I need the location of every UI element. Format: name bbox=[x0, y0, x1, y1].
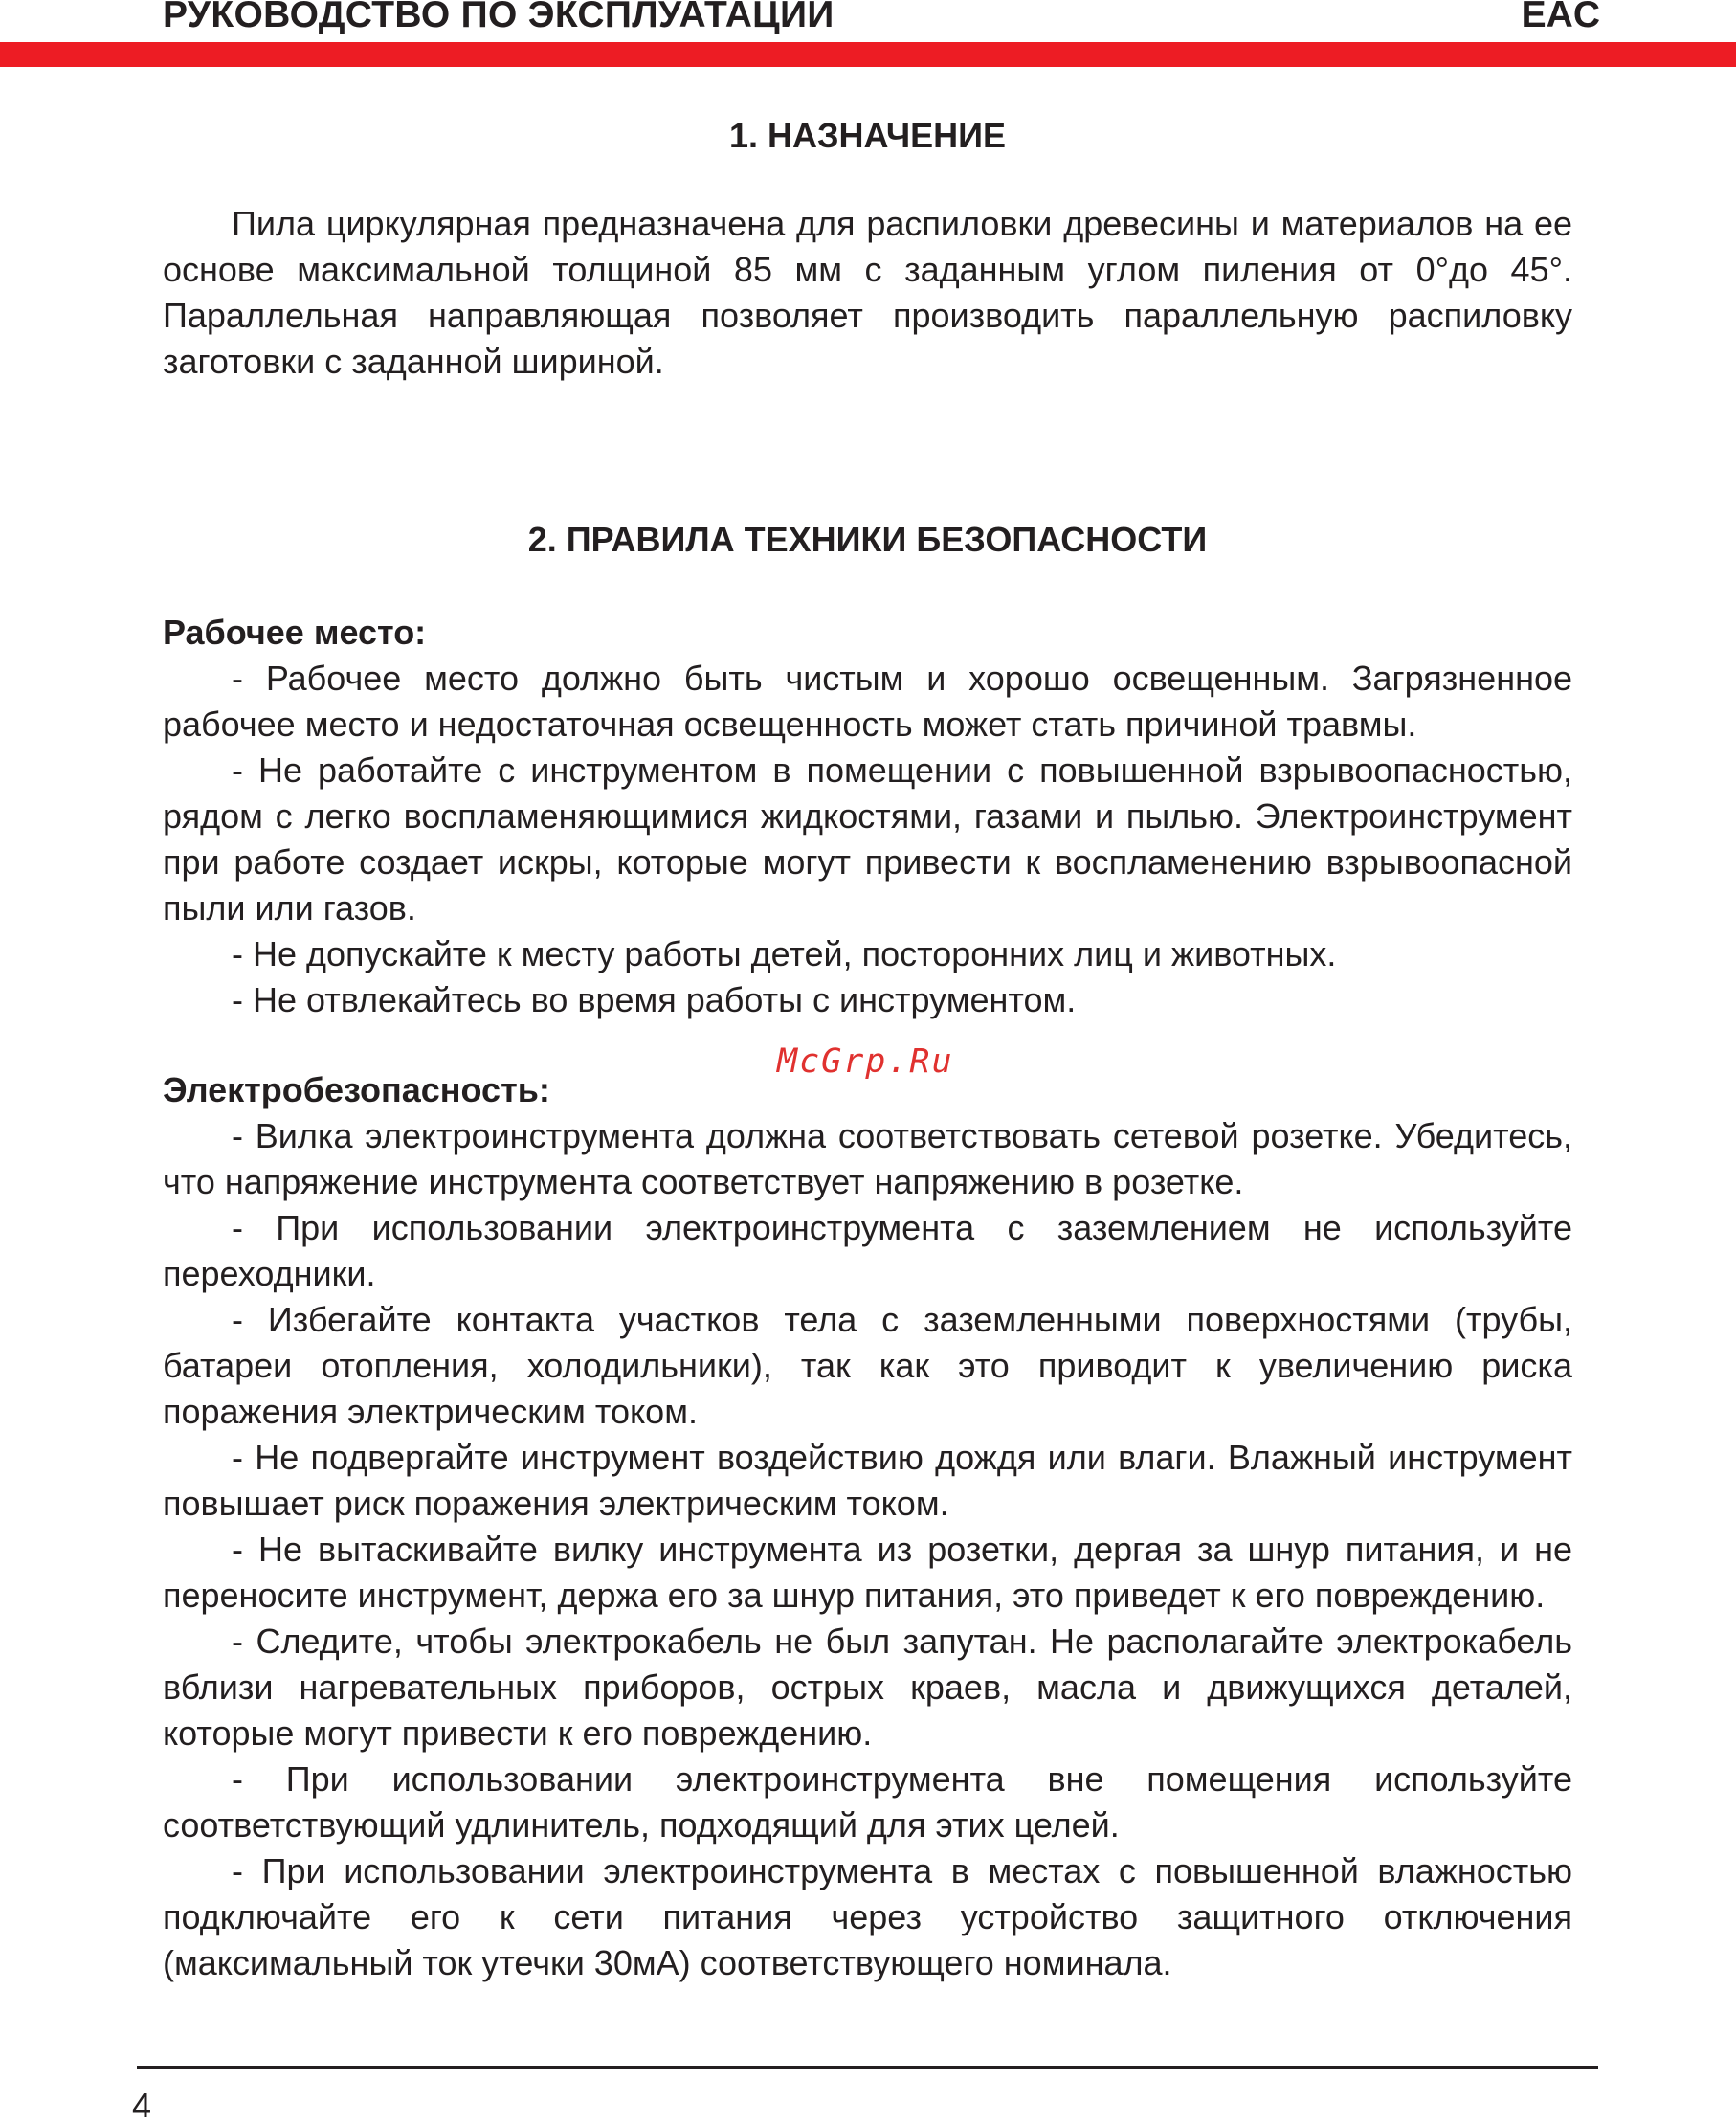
electrical-safety-heading: Электробезопасность: bbox=[163, 1070, 550, 1109]
electrical-safety-item: - Следите, чтобы электрокабель не был запутан. Не располагайте электрокабель вблизи нагревательных приборов, острых краев, масла и движущихся деталей, которые могут привести к его повреждению. bbox=[163, 1622, 1572, 1753]
section-2-title: 2. ПРАВИЛА ТЕХНИКИ БЕЗОПАСНОСТИ bbox=[527, 520, 1208, 559]
electrical-safety-item: - При использовании электроинструмента вне помещения используйте соответствующий удлинитель, подходящий для этих целей. bbox=[163, 1759, 1572, 1845]
workplace-item: - Не работайте с инструментом в помещении с повышенной взрывоопасностью, рядом с легко воспламеняющимися жидкостями, газами и пылью. Электроинструмент при работе создает искры, которые могут привести к воспламенению взрывоопасной пыли или газов. bbox=[163, 750, 1572, 928]
workplace-item: - Рабочее место должно быть чистым и хорошо освещенным. Загрязненное рабочее место и недостаточная освещенность может стать причиной травмы. bbox=[163, 659, 1572, 744]
electrical-safety-item: - При использовании электроинструмента с заземлением не используйте переходники. bbox=[163, 1208, 1572, 1293]
footer-rule bbox=[137, 2066, 1598, 2069]
electrical-safety-item: - Не подвергайте инструмент воздействию дождя или влаги. Влажный инструмент повышает риск поражения электрическим током. bbox=[163, 1438, 1572, 1523]
electrical-safety-item: - При использовании электроинструмента в местах с повышенной влажностью подключайте его к сети питания через устройство защитного отключения (максимальный ток утечки 30мА) соответствующего номинала. bbox=[163, 1851, 1572, 1982]
electrical-safety-item: - Избегайте контакта участков тела с заземленными поверхностями (трубы, батареи отопления, холодильники), так как это приводит к увеличению риска поражения электрическим током. bbox=[163, 1300, 1572, 1431]
electrical-safety-item: - Не вытаскивайте вилку инструмента из розетки, дергая за шнур питания, и не переносите инструмент, держа его за шнур питания, это приведет к его повреждению. bbox=[163, 1530, 1572, 1615]
workplace-item: - Не отвлекайтесь во время работы с инструментом. bbox=[232, 980, 1077, 1019]
electrical-safety-item: - Вилка электроинструмента должна соответствовать сетевой розетке. Убедитесь, что напряжение инструмента соответствует напряжению в розетке. bbox=[163, 1116, 1572, 1201]
workplace-heading: Рабочее место: bbox=[163, 613, 427, 652]
electrical-safety-block bbox=[163, 1067, 1572, 1986]
header-red-bar bbox=[0, 42, 1736, 67]
section-1-body bbox=[163, 201, 1572, 385]
purpose-paragraph: Пила циркулярная предназначена для распиловки древесины и материалов на ее основе максимальной толщиной 85 мм с заданным углом пиления от 0°до 45°. Параллельная направляющая позволяет производить параллельную распиловку заготовки с заданной шириной. bbox=[163, 204, 1572, 381]
eac-certification-mark: EAC bbox=[1521, 0, 1600, 35]
document-header-title: РУКОВОДСТВО ПО ЭКСПЛУАТАЦИИ bbox=[163, 0, 835, 35]
workplace-block bbox=[163, 610, 1572, 1023]
page-number: 4 bbox=[132, 2086, 152, 2125]
watermark-text: McGrp.Ru bbox=[777, 1042, 954, 1081]
section-1-title: 1. НАЗНАЧЕНИЕ bbox=[728, 116, 1007, 155]
workplace-item: - Не допускайте к месту работы детей, посторонних лиц и животных. bbox=[232, 934, 1337, 973]
